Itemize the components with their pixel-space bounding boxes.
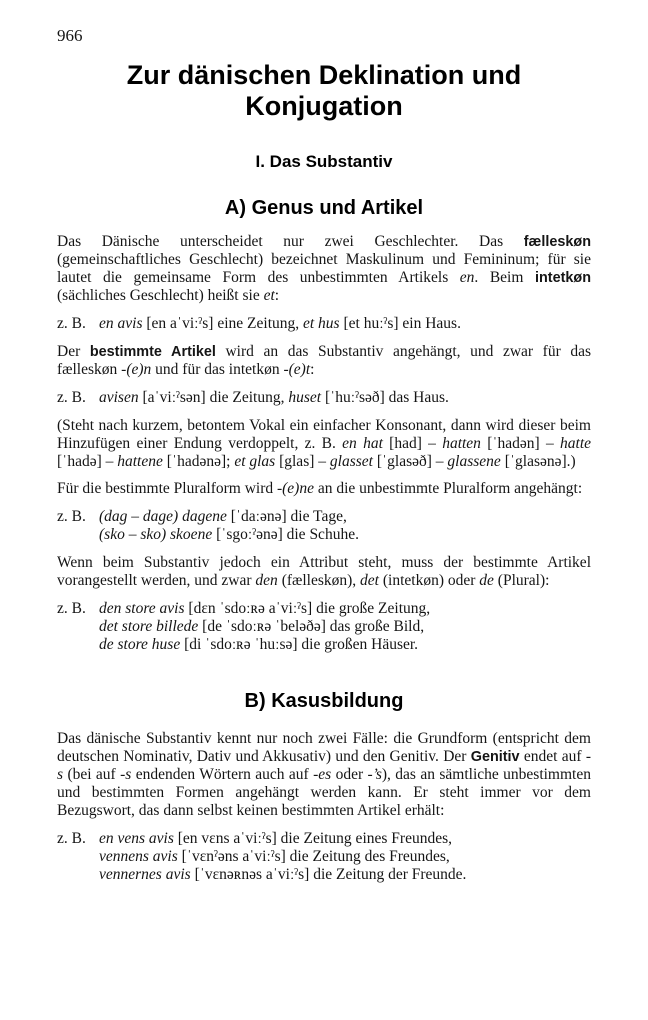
example-line: den store avis [dɛn ˈsdoːʀə aˈviːˀs] die große Zeitung, [99, 600, 431, 617]
page-number: 966 [57, 26, 83, 45]
paragraph-konsonant-verdopplung: (Steht nach kurzem, betontem Vokal ein einfacher Konsonant, dann wird dieser beim Hinzufügen einer Endung verdoppelt, z. B. en hat [had] – hatten [ˈhadən] – hatte [ˈhadə] – hattene [ˈhadənə]; et glas [glas] – glasset [ˈglasəð] – glassene [ˈglasənə].) [57, 417, 592, 470]
example-line: avisen [aˈviːˀsən] die Zeitung, huset [ˈhuːˀsəð] das Haus. [99, 389, 449, 406]
example-line: en avis [en aˈviːˀs] eine Zeitung, et hus [et huːˀs] ein Haus. [99, 315, 461, 332]
example-line: vennens avis [ˈvɛnˀəns aˈviːˀs] die Zeitung des Freundes, [99, 848, 450, 865]
example-line: de store huse [di ˈsdoːʀə ˈhuːsə] die großen Häuser. [99, 636, 419, 653]
example-block-unbestimmt [57, 315, 591, 333]
example-block-plural [57, 508, 591, 544]
example-label: z. B. [57, 508, 86, 525]
section-heading-substantiv: I. Das Substantiv [255, 152, 393, 171]
example-content [99, 830, 591, 884]
example-label: z. B. [57, 389, 86, 406]
paragraph-genus-intro: Das Dänische unterscheidet nur zwei Geschlechter. Das fælleskøn (gemeinschaftliches Geschlecht) bezeichnet Maskulinum und Femininum; für sie lautet die gemeinsame Form des unbestimmten Artikels en. Beim intetkøn (sächliches Geschlecht) heißt sie et: [57, 233, 591, 304]
subsection-heading-kasus: B) Kasusbildung [244, 690, 404, 712]
example-line: (dag – dage) dagene [ˈdaːənə] die Tage, [99, 508, 347, 525]
paragraph-pluralform: Für die bestimmte Pluralform wird -(e)ne an die unbestimmte Pluralform angehängt: [57, 480, 583, 497]
example-line: det store billede [de ˈsdoːʀə ˈbeləðə] das große Bild, [99, 618, 425, 635]
page-title: Zur dänischen Deklination und Konjugation [126, 60, 522, 121]
example-content [99, 389, 591, 407]
example-line: (sko – sko) skoene [ˈsgoːˀənə] die Schuhe. [99, 526, 359, 543]
example-block-attribut [57, 600, 591, 654]
example-content [99, 508, 591, 544]
example-line: en vens avis [en vɛns aˈviːˀs] die Zeitung eines Freundes, [99, 830, 452, 847]
example-content [99, 600, 591, 654]
paragraph-attribut: Wenn beim Substantiv jedoch ein Attribut steht, muss der bestimmte Artikel vorangestellt werden, und zwar den (fælleskøn), det (intetkøn) oder de (Plural): [57, 554, 591, 589]
example-content [99, 315, 591, 333]
paragraph-kasus-intro: Das dänische Substantiv kennt nur noch zwei Fälle: die Grundform (entspricht dem deutschen Nominativ, Dativ und Akkusativ) und den Genitiv. Der Genitiv endet auf -s (bei auf -s endenden Wörtern auch auf -es oder -’s), das an sämtliche unbestimmten und bestimmten Formen angehängt werden kann. Er steht immer vor dem Bezugswort, das dann selbst keinen bestimmten Artikel erhält: [57, 730, 591, 819]
subsection-heading-genus: A) Genus und Artikel [224, 197, 424, 219]
example-line: vennernes avis [ˈvɛnəʀnəs aˈviːˀs] die Zeitung der Freunde. [99, 866, 467, 883]
example-block-bestimmt [57, 389, 591, 407]
example-label: z. B. [57, 600, 86, 617]
example-block-genitiv [57, 830, 591, 884]
paragraph-bestimmter-artikel: Der bestimmte Artikel wird an das Substantiv angehängt, und zwar für das fælleskøn -(e)n und für das intetkøn -(e)t: [57, 343, 591, 378]
example-label: z. B. [57, 315, 86, 332]
example-label: z. B. [57, 830, 86, 847]
